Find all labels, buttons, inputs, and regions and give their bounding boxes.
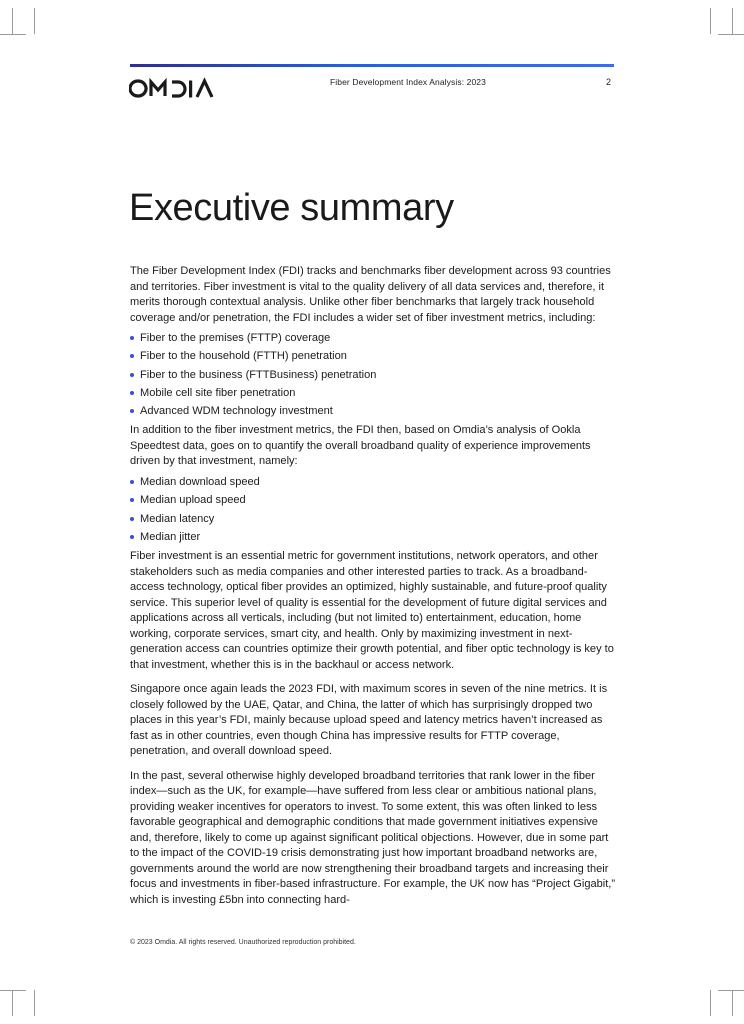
quality-intro-paragraph: In addition to the fiber investment metrics, the FDI then, based on Omdia’s analysis of Ookla Speedtest data, goes on to quantify the overall broadband quality of experience improvements driven by that investment, namely: <box>130 424 591 468</box>
list-item: Advanced WDM technology investment <box>130 402 616 420</box>
list-item: Fiber to the household (FTTH) penetration <box>130 347 616 365</box>
crop-mark <box>732 8 733 34</box>
list-item: Fiber to the premises (FTTP) coverage <box>130 329 616 347</box>
crop-mark <box>34 8 35 34</box>
body-text <box>130 264 616 911</box>
crop-mark <box>12 8 13 34</box>
paragraph: In the past, several otherwise highly developed broadband territories that rank lower in the fiber index—such as the UK, for example—have suffered from less clear or ambitious national plans, providing weaker incentives for operators to invest. To some extent, this was often linked to less favorable geographical and demographic conditions that made government initiatives expensive and, therefore, likely to come up against significant political objections. However, due in some part to the impact of the COVID-19 crisis demonstrating just how important broadband networks are, governments around the world are now strengthening their broadband targets and increasing their focus and investments in fiber-based infrastructure. For example, the UK now has “Project Gigabit,” which is investing £5bn into connecting hard- <box>130 769 616 906</box>
crop-mark <box>12 990 13 1016</box>
crop-mark <box>34 990 35 1016</box>
copyright-footer: © 2023 Omdia. All rights reserved. Unauthorized reproduction prohibited. <box>130 939 356 946</box>
paragraph: Singapore once again leads the 2023 FDI, with maximum scores in seven of the nine metrics. It is closely followed by the UAE, Qatar, and China, the latter of which has surprisingly dropped two places in this year’s FDI, mainly because upload speed and latency metrics haven’t increased as fast as in other countries, even though China has impressive results for FTTP coverage, penetration, and overall download speed. <box>130 683 608 758</box>
list-item: Mobile cell site fiber penetration <box>130 384 616 402</box>
crop-mark <box>718 990 744 991</box>
list-item: Median download speed <box>130 473 616 491</box>
crop-mark <box>710 8 711 34</box>
list-item: Median upload speed <box>130 491 616 509</box>
crop-mark <box>0 34 26 35</box>
page-number: 2 <box>606 77 612 87</box>
running-title: Fiber Development Index Analysis: 2023 <box>330 77 486 87</box>
header-rule <box>130 64 614 67</box>
list-item: Median latency <box>130 510 616 528</box>
paragraph: Fiber investment is an essential metric for government institutions, network operators, and other stakeholders such as media companies and other interested parties to track. As a broadband-access technology, optical fiber provides an optimized, highly sustainable, and future-proof quality service. This superior level of quality is essential for the development of future digital services and applications across all verticals, including (but not limited to) entertainment, education, home working, corporate services, smart city, and health. Only by maximizing investment in next-generation access can countries optimize their growth potential, and fiber optic technology is key to that investment, whether this is in the backhaul or access network. <box>130 550 614 671</box>
list-item: Median jitter <box>130 528 616 546</box>
omdia-logo <box>129 77 225 104</box>
crop-mark <box>732 990 733 1016</box>
investment-metrics-list <box>130 329 616 420</box>
intro-paragraph: The Fiber Development Index (FDI) tracks and benchmarks fiber development across 93 countries and territories. Fiber investment is vital to the quality delivery of all data services and, therefore, it merits thorough contextual analysis. Unlike other fiber benchmarks that largely track household coverage and/or penetration, the FDI includes a wider set of fiber investment metrics, including: <box>130 265 611 324</box>
page-title: Executive summary <box>129 187 454 229</box>
crop-mark <box>0 990 26 991</box>
quality-metrics-list <box>130 473 616 546</box>
crop-mark <box>718 34 744 35</box>
list-item: Fiber to the business (FTTBusiness) penetration <box>130 366 616 384</box>
crop-mark <box>710 990 711 1016</box>
